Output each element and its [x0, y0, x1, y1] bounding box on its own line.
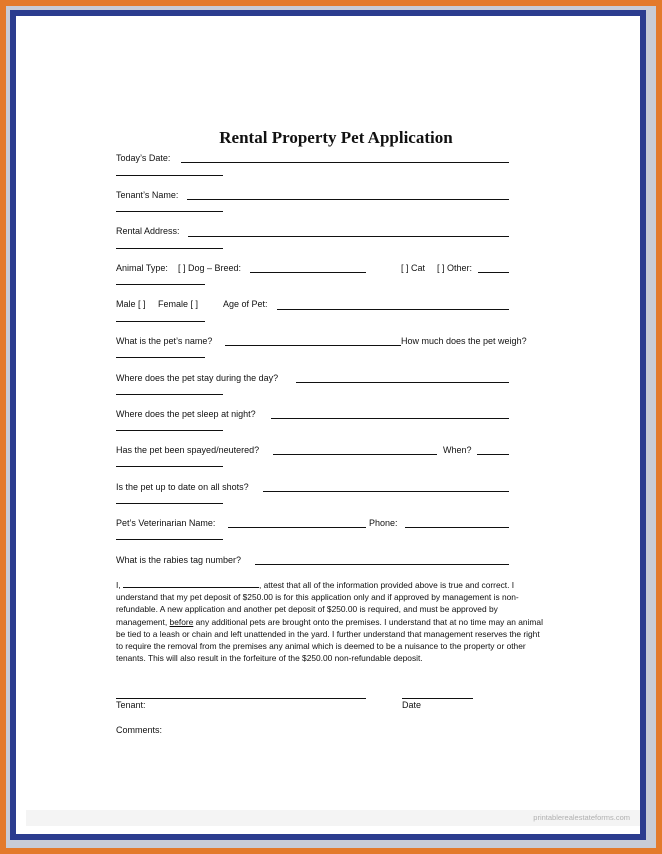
todays-date-field[interactable]	[181, 162, 509, 163]
spayed-field[interactable]	[273, 454, 437, 455]
vet-name-field-cont[interactable]	[116, 539, 223, 540]
attestation-before: before	[169, 616, 194, 627]
breed-field[interactable]	[250, 272, 366, 273]
phone-label: Phone:	[369, 518, 398, 528]
date-signature-field[interactable]	[402, 698, 473, 699]
attestation-text-1: , attest that all of the information provided above is true and correct. I understand that my pet deposit of $250.00 is for this application only and if approved by management is non-refundable. A new application and another pet deposit of $250.00 is required, and must be approved by management,	[116, 580, 519, 627]
rabies-label: What is the rabies tag number?	[116, 555, 242, 565]
animal-type-field-cont[interactable]	[116, 284, 205, 285]
attestation-text-2: any additional pets are brought onto the premises. I understand that at no time may an animal be tied to a leash or chain and left unattended in the yard. I further understand that management reserves the right to require the removal from the premises any animal which is deemed to be a nuisance to the property or other tenants. This will also result in the forfeiture of the $250.00 non-refundable deposit.	[116, 616, 543, 664]
shots-field[interactable]	[263, 491, 509, 492]
pet-name-label: What is the pet’s name?	[116, 336, 213, 346]
phone-field[interactable]	[405, 527, 509, 528]
female-checkbox-label[interactable]: Female [ ]	[158, 299, 199, 309]
age-of-pet-label: Age of Pet:	[223, 299, 268, 309]
rental-address-field-cont[interactable]	[116, 248, 223, 249]
sleep-night-label: Where does the pet sleep at night?	[116, 409, 256, 419]
watermark-text: printablerealestateforms.com	[533, 813, 630, 822]
pet-name-field[interactable]	[225, 345, 401, 346]
dog-checkbox-label[interactable]: [ ] Dog – Breed:	[178, 263, 242, 273]
shots-field-cont[interactable]	[116, 503, 223, 504]
when-field[interactable]	[477, 454, 509, 455]
page-title: Rental Property Pet Application	[219, 128, 453, 147]
tenants-name-label: Tenant’s Name:	[116, 190, 179, 200]
tenants-name-field[interactable]	[187, 199, 509, 200]
stay-day-field-cont[interactable]	[116, 394, 223, 395]
date-label: Date	[402, 700, 422, 710]
tenants-name-field-cont[interactable]	[116, 211, 223, 212]
sleep-night-field-cont[interactable]	[116, 430, 223, 431]
shots-label: Is the pet up to date on all shots?	[116, 482, 249, 492]
vet-name-field[interactable]	[228, 527, 366, 528]
tenant-label: Tenant:	[116, 700, 146, 710]
age-of-pet-field[interactable]	[277, 309, 509, 310]
spayed-field-cont[interactable]	[116, 466, 223, 467]
animal-type-label: Animal Type:	[116, 263, 168, 273]
age-of-pet-field-cont[interactable]	[116, 321, 205, 322]
comments-label: Comments:	[116, 725, 163, 735]
tenant-signature-field[interactable]	[116, 698, 366, 699]
spayed-label: Has the pet been spayed/neutered?	[116, 445, 260, 455]
pet-weigh-label: How much does the pet weigh?	[401, 336, 527, 346]
pet-weigh-field[interactable]	[116, 357, 205, 358]
rabies-field[interactable]	[255, 564, 509, 565]
male-checkbox-label[interactable]: Male [ ]	[116, 299, 146, 309]
stay-day-label: Where does the pet stay during the day?	[116, 373, 279, 383]
stay-day-field[interactable]	[296, 382, 509, 383]
when-label: When?	[443, 445, 472, 455]
other-checkbox-label[interactable]: [ ] Other:	[437, 263, 473, 273]
attestation-name-field[interactable]	[123, 578, 259, 588]
todays-date-field-cont[interactable]	[116, 175, 223, 176]
attestation-i: I,	[116, 580, 121, 590]
todays-date-label: Today’s Date:	[116, 153, 171, 163]
document-page	[16, 16, 640, 834]
cat-checkbox-label[interactable]: [ ] Cat	[401, 263, 426, 273]
rental-address-field[interactable]	[188, 236, 509, 237]
sleep-night-field[interactable]	[271, 418, 509, 419]
attestation-paragraph	[116, 578, 546, 664]
vet-name-label: Pet’s Veterinarian Name:	[116, 518, 216, 528]
other-field[interactable]	[478, 272, 509, 273]
rental-address-label: Rental Address:	[116, 226, 180, 236]
